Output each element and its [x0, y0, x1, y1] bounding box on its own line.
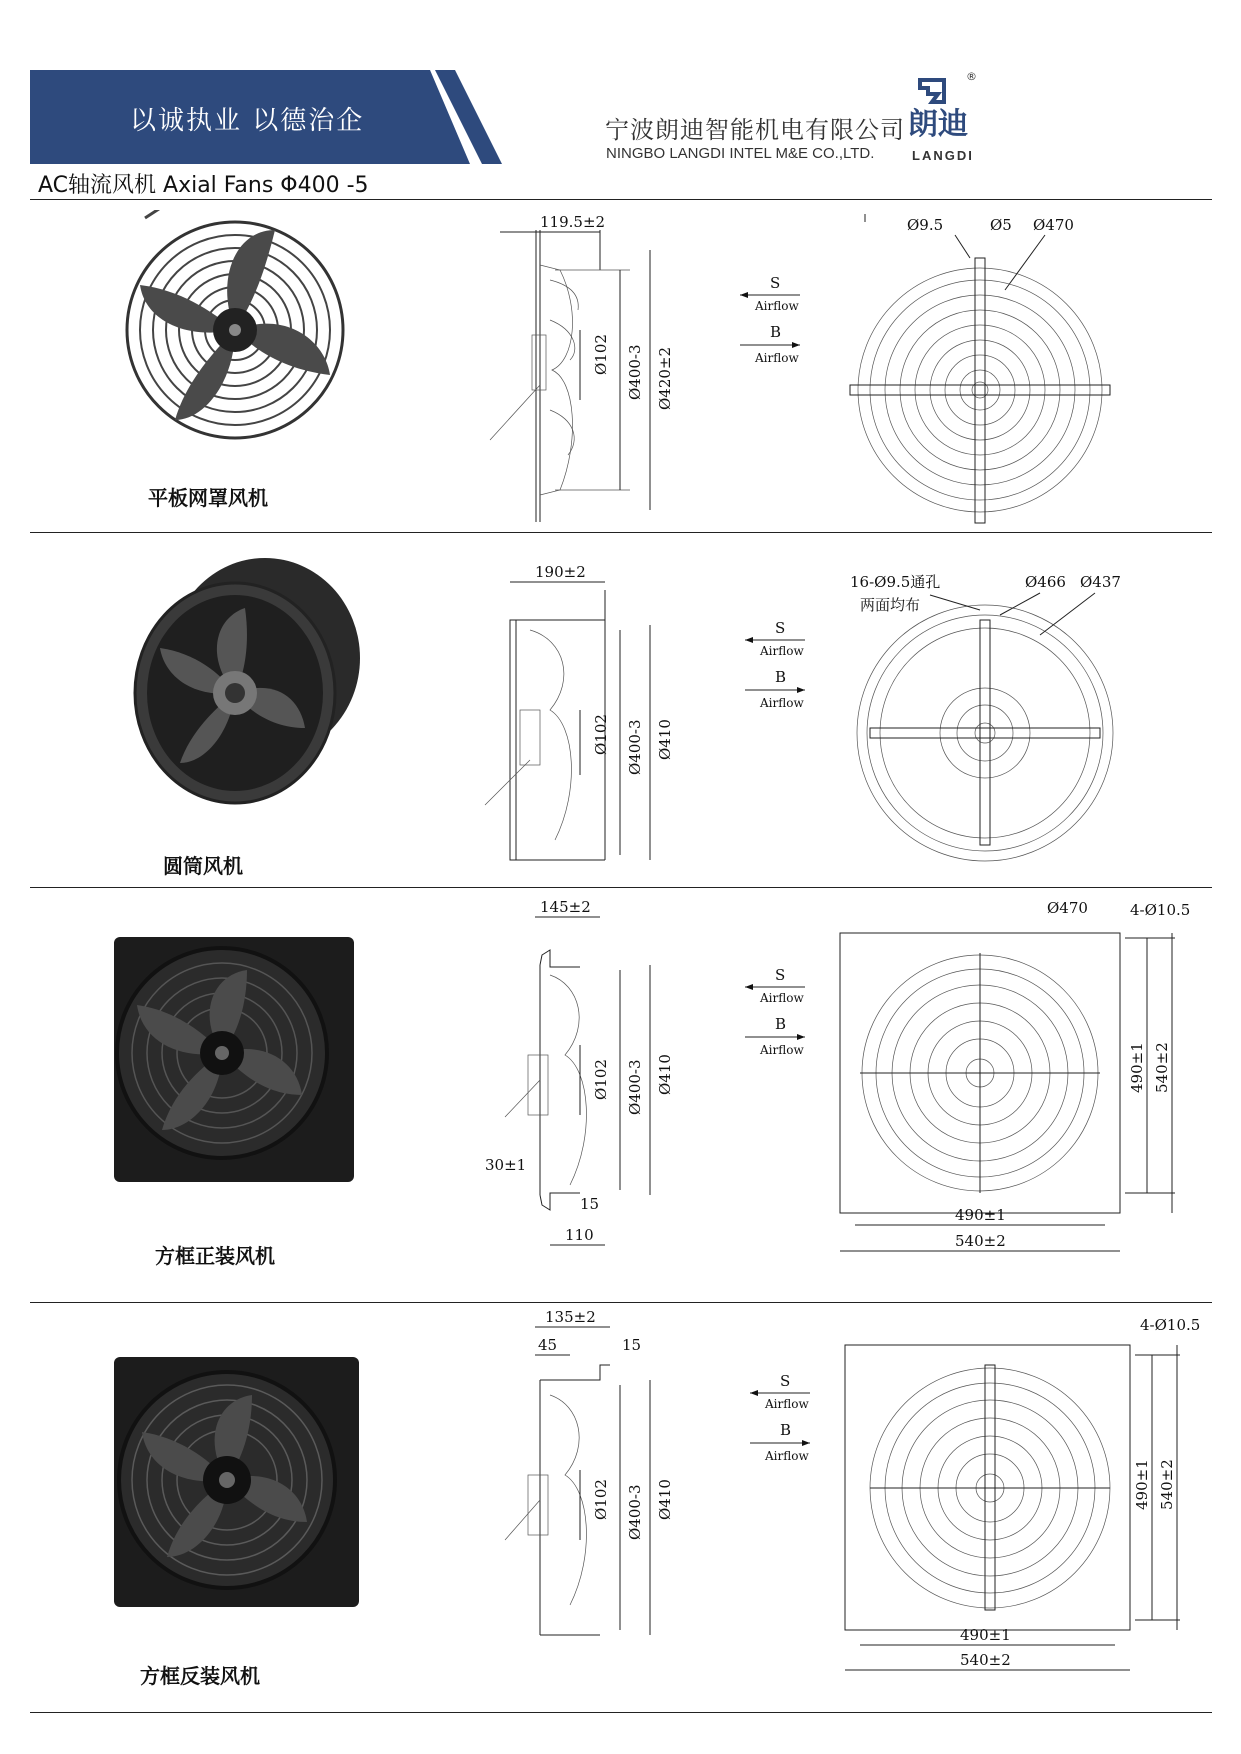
dim-hub: Ø102	[592, 1059, 610, 1100]
dim-hub: Ø102	[592, 1479, 610, 1520]
fan-photo-square-reverse	[112, 1355, 362, 1614]
dim-guard: Ø470	[1033, 216, 1074, 234]
airflow-label-s: Airflow	[765, 1397, 809, 1411]
dim-hub: Ø102	[592, 334, 610, 375]
airflow-indicator-1	[730, 270, 810, 380]
dim-impeller: Ø400-3	[626, 719, 644, 775]
divider	[30, 532, 1212, 533]
side-view-square-reverse	[480, 1305, 740, 1675]
registered-mark: ®	[966, 70, 977, 83]
dim-hub: Ø102	[592, 714, 610, 755]
dim-offset: 30±1	[485, 1156, 527, 1174]
airflow-label-s: Airflow	[760, 644, 804, 658]
dim-hole-pitch-v: 490±1	[1133, 1459, 1151, 1510]
dim-offset-a: 45	[538, 1336, 558, 1354]
airflow-indicator-3	[735, 962, 815, 1072]
fan-photo-square-front	[112, 935, 357, 1189]
fan-photo-duct	[125, 548, 365, 812]
page-title: AC轴流风机 Axial Fans Φ400 -5	[38, 173, 369, 198]
divider	[30, 1302, 1212, 1303]
caption-duct-fan: 圆筒风机	[163, 854, 243, 878]
dim-hole-pitch-v: 490±1	[1128, 1042, 1146, 1093]
airflow-b: B	[775, 668, 787, 686]
dim-guard: Ø470	[1047, 899, 1088, 917]
divider	[30, 1712, 1212, 1713]
side-view-square-front	[480, 895, 740, 1260]
dim-hole-pitch-h: 490±1	[960, 1626, 1011, 1644]
caption-square-reverse-fan: 方框反装风机	[140, 1664, 260, 1688]
dim-outer: Ø420±2	[656, 346, 674, 410]
airflow-b: B	[780, 1421, 792, 1439]
dim-offset-b: 15	[622, 1336, 642, 1354]
front-view-square-front	[835, 893, 1205, 1293]
dim-frame-h: 540±2	[955, 1232, 1006, 1250]
dim-base: 110	[565, 1226, 594, 1244]
airflow-b: B	[770, 323, 782, 341]
dim-holes: 4-Ø10.5	[1140, 1316, 1201, 1334]
slogan: 以诚执业 以德治企	[130, 106, 365, 136]
dim-flange: Ø466	[1025, 573, 1066, 591]
dim-impeller: Ø400-3	[626, 1059, 644, 1115]
caption-guard-fan: 平板网罩风机	[148, 486, 268, 510]
airflow-b: B	[775, 1015, 787, 1033]
airflow-label-b: Airflow	[760, 696, 804, 710]
dim-frame-v: 540±2	[1158, 1459, 1176, 1510]
dim-frame-h: 540±2	[960, 1651, 1011, 1669]
dim-holes: 16-Ø9.5通孔	[850, 573, 941, 591]
airflow-s: S	[770, 274, 781, 292]
dim-impeller: Ø400-3	[626, 344, 644, 400]
caption-square-front-fan: 方框正装风机	[155, 1244, 275, 1268]
airflow-s: S	[780, 1372, 791, 1390]
divider	[30, 199, 1212, 200]
side-view-guard	[480, 210, 740, 525]
airflow-s: S	[775, 619, 786, 637]
dim-hole-pitch-h: 490±1	[955, 1206, 1006, 1224]
dim-impeller: Ø400-3	[626, 1484, 644, 1540]
airflow-label-b: Airflow	[760, 1043, 804, 1057]
dim-frame-v: 540±2	[1153, 1042, 1171, 1093]
dim-outer: Ø410	[656, 1479, 674, 1520]
dim-holes: 4-Ø10.5	[1130, 901, 1191, 919]
logo-text: LANGDI	[912, 148, 974, 163]
front-view-guard	[845, 210, 1125, 530]
dim-flange: 15	[580, 1195, 600, 1213]
dim-outer: Ø410	[656, 719, 674, 760]
airflow-s: S	[775, 966, 786, 984]
airflow-label-s: Airflow	[755, 299, 799, 313]
dim-holes-note: 两面均布	[860, 596, 921, 614]
company-name-cn: 宁波朗迪智能机电有限公司	[605, 116, 905, 144]
airflow-indicator-4	[740, 1368, 820, 1478]
airflow-label-s: Airflow	[760, 991, 804, 1005]
dim-depth: 145±2	[540, 898, 591, 916]
dim-depth: 190±2	[535, 563, 586, 581]
dim-wire: Ø5	[990, 216, 1012, 234]
dim-outer: Ø410	[656, 1054, 674, 1095]
airflow-label-b: Airflow	[755, 351, 799, 365]
fan-photo-guard	[125, 210, 345, 464]
front-view-square-reverse	[840, 1310, 1210, 1705]
divider	[30, 887, 1212, 888]
dim-depth: 119.5±2	[540, 213, 606, 231]
dim-pcd: Ø437	[1080, 573, 1121, 591]
company-name-en: NINGBO LANGDI INTEL M&E CO.,LTD.	[606, 145, 875, 162]
airflow-indicator-2	[735, 615, 815, 725]
svg-text:朗迪: 朗迪	[908, 107, 968, 142]
dim-hole: Ø9.5	[907, 216, 944, 234]
side-view-duct	[480, 560, 740, 870]
airflow-label-b: Airflow	[765, 1449, 809, 1463]
front-view-duct	[840, 565, 1140, 875]
dim-depth: 135±2	[545, 1308, 596, 1326]
